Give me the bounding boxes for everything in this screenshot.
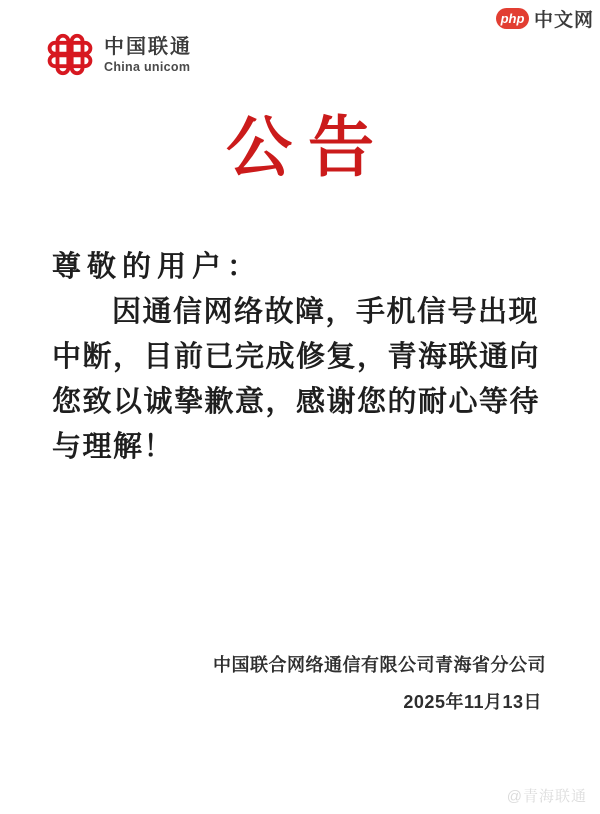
china-unicom-wordmark	[104, 36, 192, 74]
signature-date: 2025年11月13日	[403, 692, 542, 712]
china-unicom-logo	[45, 32, 192, 77]
brand-name-en: China unicom	[104, 59, 191, 74]
brand-name-cn: 中国联通	[104, 35, 192, 58]
salutation-line: 尊敬的用户：	[52, 251, 263, 283]
announcement-body	[52, 245, 552, 470]
php-badge-icon: php	[496, 8, 529, 29]
signature-block	[213, 654, 546, 713]
announcement-title: 公告	[226, 112, 390, 185]
china-unicom-knot-icon	[45, 32, 95, 77]
site-logo-name: 中文网	[533, 10, 594, 31]
site-logo	[496, 5, 594, 32]
body-line: 中断，目前已完成修复，青海联通向	[52, 341, 541, 373]
body-line: 因通信网络故障，手机信号出现	[112, 296, 540, 328]
watermark-text: @青海联通	[506, 788, 587, 805]
body-line: 与理解！	[52, 431, 175, 463]
signature-company: 中国联合网络通信有限公司青海省分公司	[213, 655, 546, 675]
body-line: 您致以诚挚歉意，感谢您的耐心等待	[52, 386, 541, 418]
